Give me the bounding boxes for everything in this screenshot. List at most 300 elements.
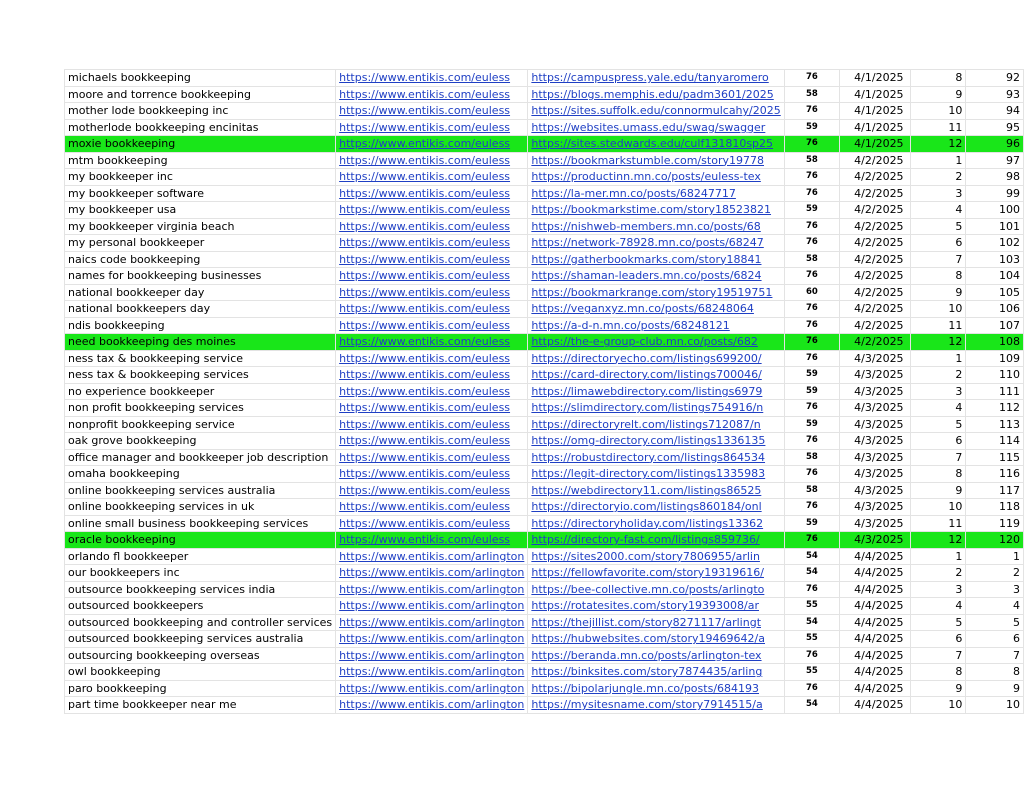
target-url-link[interactable]: https://directoryio.com/listings860184/onl (528, 499, 784, 516)
authority-score-cell: 59 (784, 119, 839, 136)
row-number-cell: 100 (966, 202, 1024, 219)
target-url-link[interactable]: https://limawebdirectory.com/listings6979 (528, 383, 784, 400)
keyword-cell: names for bookkeeping businesses (65, 268, 336, 285)
row-number-cell: 113 (966, 416, 1024, 433)
table-row (65, 284, 1024, 301)
authority-score-cell: 59 (784, 383, 839, 400)
keyword-cell: paro bookkeeping (65, 680, 336, 697)
authority-score-cell: 76 (784, 581, 839, 598)
daily-sequence-cell: 12 (910, 334, 966, 351)
source-url-link[interactable]: https://www.entikis.com/euless (336, 317, 528, 334)
keyword-cell: office manager and bookkeeper job description (65, 449, 336, 466)
source-url-link[interactable]: https://www.entikis.com/euless (336, 218, 528, 235)
row-number-cell: 94 (966, 103, 1024, 120)
date-cell: 4/1/2025 (840, 119, 910, 136)
date-cell: 4/4/2025 (840, 565, 910, 582)
source-url-link[interactable]: https://www.entikis.com/euless (336, 482, 528, 499)
table-row (65, 614, 1024, 631)
source-url-link[interactable]: https://www.entikis.com/euless (336, 268, 528, 285)
row-number-cell: 2 (966, 565, 1024, 582)
date-cell: 4/4/2025 (840, 664, 910, 681)
daily-sequence-cell: 12 (910, 532, 966, 549)
row-number-cell: 97 (966, 152, 1024, 169)
row-number-cell: 101 (966, 218, 1024, 235)
authority-score-cell: 76 (784, 235, 839, 252)
target-url-link[interactable]: https://nishweb-members.mn.co/posts/68 (528, 218, 784, 235)
target-url-link[interactable]: https://veganxyz.mn.co/posts/68248064 (528, 301, 784, 318)
date-cell: 4/3/2025 (840, 499, 910, 516)
daily-sequence-cell: 3 (910, 185, 966, 202)
source-url-link[interactable]: https://www.entikis.com/euless (336, 251, 528, 268)
spreadsheet-table (64, 69, 1024, 714)
target-url-link[interactable]: https://beranda.mn.co/posts/arlington-tex (528, 647, 784, 664)
target-url-link[interactable]: https://directoryholiday.com/listings13362 (528, 515, 784, 532)
date-cell: 4/4/2025 (840, 680, 910, 697)
keyword-cell: online bookkeeping services australia (65, 482, 336, 499)
keyword-cell: ness tax & bookkeeping service (65, 350, 336, 367)
table-row (65, 647, 1024, 664)
source-url-link[interactable]: https://www.entikis.com/arlington (336, 565, 528, 582)
table-row (65, 136, 1024, 153)
authority-score-cell: 76 (784, 499, 839, 516)
source-url-link[interactable]: https://www.entikis.com/arlington (336, 631, 528, 648)
target-url-link[interactable]: https://gatherbookmarks.com/story18841 (528, 251, 784, 268)
authority-score-cell: 59 (784, 202, 839, 219)
date-cell: 4/3/2025 (840, 532, 910, 549)
table-row (65, 400, 1024, 417)
table-row (65, 119, 1024, 136)
target-url-link[interactable]: https://rotatesites.com/story19393008/ar (528, 598, 784, 615)
source-url-link[interactable]: https://www.entikis.com/euless (336, 449, 528, 466)
table-row (65, 103, 1024, 120)
target-url-link[interactable]: https://directoryecho.com/listings699200/ (528, 350, 784, 367)
target-url-link[interactable]: https://directory-fast.com/listings859736/ (528, 532, 784, 549)
row-number-cell: 102 (966, 235, 1024, 252)
date-cell: 4/1/2025 (840, 70, 910, 87)
row-number-cell: 111 (966, 383, 1024, 400)
date-cell: 4/2/2025 (840, 268, 910, 285)
row-number-cell: 103 (966, 251, 1024, 268)
target-url-link[interactable]: https://directoryrelt.com/listings712087/n (528, 416, 784, 433)
keyword-cell: my bookkeeper virginia beach (65, 218, 336, 235)
row-number-cell: 10 (966, 697, 1024, 714)
daily-sequence-cell: 4 (910, 400, 966, 417)
target-url-link[interactable]: https://la-mer.mn.co/posts/68247717 (528, 185, 784, 202)
keyword-cell: need bookkeeping des moines (65, 334, 336, 351)
source-url-link[interactable]: https://www.entikis.com/euless (336, 136, 528, 153)
date-cell: 4/4/2025 (840, 598, 910, 615)
target-url-link[interactable]: https://sites.stedwards.edu/culf131810sp25 (528, 136, 784, 153)
date-cell: 4/2/2025 (840, 152, 910, 169)
row-number-cell: 98 (966, 169, 1024, 186)
keyword-cell: oracle bookkeeping (65, 532, 336, 549)
keyword-cell: motherlode bookkeeping encinitas (65, 119, 336, 136)
target-url-link[interactable]: https://thejillist.com/story8271117/arlingt (528, 614, 784, 631)
target-url-link[interactable]: https://robustdirectory.com/listings864534 (528, 449, 784, 466)
table-row (65, 218, 1024, 235)
source-url-link[interactable]: https://www.entikis.com/arlington (336, 614, 528, 631)
source-url-link[interactable]: https://www.entikis.com/euless (336, 235, 528, 252)
source-url-link[interactable]: https://www.entikis.com/arlington (336, 598, 528, 615)
daily-sequence-cell: 10 (910, 103, 966, 120)
date-cell: 4/2/2025 (840, 284, 910, 301)
keyword-cell: ndis bookkeeping (65, 317, 336, 334)
authority-score-cell: 76 (784, 466, 839, 483)
row-number-cell: 109 (966, 350, 1024, 367)
table-row (65, 581, 1024, 598)
authority-score-cell: 54 (784, 614, 839, 631)
table-row (65, 301, 1024, 318)
authority-score-cell: 76 (784, 400, 839, 417)
table-row (65, 367, 1024, 384)
date-cell: 4/3/2025 (840, 350, 910, 367)
authority-score-cell: 76 (784, 647, 839, 664)
daily-sequence-cell: 3 (910, 581, 966, 598)
target-url-link[interactable]: https://card-directory.com/listings700046/ (528, 367, 784, 384)
target-url-link[interactable]: https://omg-directory.com/listings1336135 (528, 433, 784, 450)
daily-sequence-cell: 10 (910, 499, 966, 516)
daily-sequence-cell: 1 (910, 152, 966, 169)
source-url-link[interactable]: https://www.entikis.com/arlington (336, 548, 528, 565)
target-url-link[interactable]: https://websites.umass.edu/swag/swagger (528, 119, 784, 136)
daily-sequence-cell: 10 (910, 301, 966, 318)
source-url-link[interactable]: https://www.entikis.com/euless (336, 515, 528, 532)
authority-score-cell: 76 (784, 532, 839, 549)
date-cell: 4/2/2025 (840, 169, 910, 186)
authority-score-cell: 59 (784, 416, 839, 433)
target-url-link[interactable]: https://the-e-group-club.mn.co/posts/682 (528, 334, 784, 351)
target-url-link[interactable]: https://bipolarjungle.mn.co/posts/684193 (528, 680, 784, 697)
daily-sequence-cell: 8 (910, 466, 966, 483)
table-row (65, 598, 1024, 615)
source-url-link[interactable]: https://www.entikis.com/euless (336, 383, 528, 400)
daily-sequence-cell: 8 (910, 664, 966, 681)
table-row (65, 86, 1024, 103)
table-row (65, 548, 1024, 565)
date-cell: 4/3/2025 (840, 383, 910, 400)
authority-score-cell: 76 (784, 680, 839, 697)
table-row (65, 697, 1024, 714)
row-number-cell: 9 (966, 680, 1024, 697)
table-row (65, 499, 1024, 516)
target-url-link[interactable]: https://network-78928.mn.co/posts/68247 (528, 235, 784, 252)
authority-score-cell: 58 (784, 449, 839, 466)
row-number-cell: 110 (966, 367, 1024, 384)
target-url-link[interactable]: https://hubwebsites.com/story19469642/a (528, 631, 784, 648)
daily-sequence-cell: 2 (910, 565, 966, 582)
target-url-link[interactable]: https://bookmarkstime.com/story18523821 (528, 202, 784, 219)
table-row (65, 515, 1024, 532)
row-number-cell: 6 (966, 631, 1024, 648)
table-row (65, 449, 1024, 466)
target-url-link[interactable]: https://sites.suffolk.edu/connormulcahy/2025 (528, 103, 784, 120)
table-row (65, 152, 1024, 169)
keyword-cell: moore and torrence bookkeeping (65, 86, 336, 103)
row-number-cell: 108 (966, 334, 1024, 351)
daily-sequence-cell: 11 (910, 317, 966, 334)
row-number-cell: 105 (966, 284, 1024, 301)
date-cell: 4/4/2025 (840, 614, 910, 631)
authority-score-cell: 54 (784, 565, 839, 582)
authority-score-cell: 76 (784, 185, 839, 202)
source-url-link[interactable]: https://www.entikis.com/euless (336, 350, 528, 367)
keyword-cell: oak grove bookkeeping (65, 433, 336, 450)
source-url-link[interactable]: https://www.entikis.com/euless (336, 185, 528, 202)
keyword-cell: outsourced bookkeeping services australia (65, 631, 336, 648)
daily-sequence-cell: 8 (910, 268, 966, 285)
target-url-link[interactable]: https://slimdirectory.com/listings754916/n (528, 400, 784, 417)
table-row (65, 532, 1024, 549)
table-row (65, 416, 1024, 433)
authority-score-cell: 76 (784, 169, 839, 186)
row-number-cell: 104 (966, 268, 1024, 285)
date-cell: 4/2/2025 (840, 317, 910, 334)
date-cell: 4/3/2025 (840, 400, 910, 417)
row-number-cell: 107 (966, 317, 1024, 334)
daily-sequence-cell: 6 (910, 433, 966, 450)
daily-sequence-cell: 10 (910, 697, 966, 714)
source-url-link[interactable]: https://www.entikis.com/euless (336, 334, 528, 351)
date-cell: 4/3/2025 (840, 482, 910, 499)
date-cell: 4/3/2025 (840, 433, 910, 450)
authority-score-cell: 58 (784, 482, 839, 499)
date-cell: 4/3/2025 (840, 367, 910, 384)
source-url-link[interactable]: https://www.entikis.com/arlington (336, 664, 528, 681)
daily-sequence-cell: 12 (910, 136, 966, 153)
date-cell: 4/4/2025 (840, 647, 910, 664)
row-number-cell: 99 (966, 185, 1024, 202)
authority-score-cell: 58 (784, 86, 839, 103)
target-url-link[interactable]: https://shaman-leaders.mn.co/posts/6824 (528, 268, 784, 285)
daily-sequence-cell: 4 (910, 202, 966, 219)
source-url-link[interactable]: https://www.entikis.com/euless (336, 152, 528, 169)
keyword-cell: no experience bookkeeper (65, 383, 336, 400)
keyword-cell: omaha bookkeeping (65, 466, 336, 483)
source-url-link[interactable]: https://www.entikis.com/euless (336, 433, 528, 450)
authority-score-cell: 76 (784, 136, 839, 153)
target-url-link[interactable]: https://legit-directory.com/listings1335983 (528, 466, 784, 483)
keyword-cell: online bookkeeping services in uk (65, 499, 336, 516)
daily-sequence-cell: 4 (910, 598, 966, 615)
date-cell: 4/2/2025 (840, 251, 910, 268)
keyword-cell: orlando fl bookkeeper (65, 548, 336, 565)
row-number-cell: 120 (966, 532, 1024, 549)
target-url-link[interactable]: https://webdirectory11.com/listings86525 (528, 482, 784, 499)
row-number-cell: 119 (966, 515, 1024, 532)
source-url-link[interactable]: https://www.entikis.com/euless (336, 119, 528, 136)
date-cell: 4/2/2025 (840, 218, 910, 235)
source-url-link[interactable]: https://www.entikis.com/euless (336, 103, 528, 120)
date-cell: 4/3/2025 (840, 466, 910, 483)
authority-score-cell: 58 (784, 152, 839, 169)
date-cell: 4/1/2025 (840, 86, 910, 103)
keyword-cell: national bookkeeper day (65, 284, 336, 301)
table-row (65, 664, 1024, 681)
row-number-cell: 8 (966, 664, 1024, 681)
table-row (65, 169, 1024, 186)
keyword-cell: my bookkeeper usa (65, 202, 336, 219)
date-cell: 4/4/2025 (840, 631, 910, 648)
daily-sequence-cell: 9 (910, 482, 966, 499)
keyword-cell: naics code bookkeeping (65, 251, 336, 268)
table-row (65, 317, 1024, 334)
source-url-link[interactable]: https://www.entikis.com/euless (336, 466, 528, 483)
date-cell: 4/4/2025 (840, 581, 910, 598)
keyword-cell: non profit bookkeeping services (65, 400, 336, 417)
keyword-cell: my personal bookkeeper (65, 235, 336, 252)
authority-score-cell: 58 (784, 251, 839, 268)
keyword-cell: outsourcing bookkeeping overseas (65, 647, 336, 664)
keyword-cell: part time bookkeeper near me (65, 697, 336, 714)
authority-score-cell: 76 (784, 268, 839, 285)
table-row (65, 680, 1024, 697)
source-url-link[interactable]: https://www.entikis.com/euless (336, 70, 528, 87)
authority-score-cell: 55 (784, 598, 839, 615)
keyword-cell: national bookkeepers day (65, 301, 336, 318)
source-url-link[interactable]: https://www.entikis.com/euless (336, 532, 528, 549)
row-number-cell: 92 (966, 70, 1024, 87)
row-number-cell: 118 (966, 499, 1024, 516)
daily-sequence-cell: 1 (910, 350, 966, 367)
row-number-cell: 115 (966, 449, 1024, 466)
keyword-cell: outsourced bookkeeping and controller services (65, 614, 336, 631)
keyword-cell: mother lode bookkeeping inc (65, 103, 336, 120)
row-number-cell: 96 (966, 136, 1024, 153)
table-row (65, 631, 1024, 648)
table-row (65, 350, 1024, 367)
authority-score-cell: 59 (784, 515, 839, 532)
daily-sequence-cell: 5 (910, 614, 966, 631)
row-number-cell: 7 (966, 647, 1024, 664)
date-cell: 4/2/2025 (840, 334, 910, 351)
keyword-cell: michaels bookkeeping (65, 70, 336, 87)
target-url-link[interactable]: https://bee-collective.mn.co/posts/arlingto (528, 581, 784, 598)
authority-score-cell: 76 (784, 317, 839, 334)
daily-sequence-cell: 7 (910, 647, 966, 664)
row-number-cell: 95 (966, 119, 1024, 136)
keyword-cell: outsourced bookkeepers (65, 598, 336, 615)
date-cell: 4/1/2025 (840, 136, 910, 153)
date-cell: 4/2/2025 (840, 202, 910, 219)
source-url-link[interactable]: https://www.entikis.com/euless (336, 284, 528, 301)
table-row (65, 466, 1024, 483)
row-number-cell: 114 (966, 433, 1024, 450)
source-url-link[interactable]: https://www.entikis.com/arlington (336, 680, 528, 697)
authority-score-cell: 54 (784, 548, 839, 565)
source-url-link[interactable]: https://www.entikis.com/euless (336, 367, 528, 384)
daily-sequence-cell: 11 (910, 119, 966, 136)
source-url-link[interactable]: https://www.entikis.com/euless (336, 499, 528, 516)
authority-score-cell: 76 (784, 334, 839, 351)
authority-score-cell: 55 (784, 631, 839, 648)
target-url-link[interactable]: https://blogs.memphis.edu/padm3601/2025 (528, 86, 784, 103)
table-row (65, 235, 1024, 252)
row-number-cell: 5 (966, 614, 1024, 631)
keyword-cell: online small business bookkeeping services (65, 515, 336, 532)
target-url-link[interactable]: https://campuspress.yale.edu/tanyaromero (528, 70, 784, 87)
daily-sequence-cell: 9 (910, 284, 966, 301)
date-cell: 4/2/2025 (840, 185, 910, 202)
source-url-link[interactable]: https://www.entikis.com/euless (336, 169, 528, 186)
keyword-cell: outsource bookkeeping services india (65, 581, 336, 598)
daily-sequence-cell: 7 (910, 251, 966, 268)
date-cell: 4/4/2025 (840, 548, 910, 565)
authority-score-cell: 76 (784, 103, 839, 120)
authority-score-cell: 76 (784, 301, 839, 318)
source-url-link[interactable]: https://www.entikis.com/euless (336, 202, 528, 219)
source-url-link[interactable]: https://www.entikis.com/arlington (336, 647, 528, 664)
daily-sequence-cell: 2 (910, 367, 966, 384)
table-row (65, 70, 1024, 87)
table-row (65, 268, 1024, 285)
authority-score-cell: 54 (784, 697, 839, 714)
keyword-cell: my bookkeeper inc (65, 169, 336, 186)
row-number-cell: 116 (966, 466, 1024, 483)
authority-score-cell: 55 (784, 664, 839, 681)
target-url-link[interactable]: https://fellowfavorite.com/story19319616/ (528, 565, 784, 582)
source-url-link[interactable]: https://www.entikis.com/euless (336, 86, 528, 103)
authority-score-cell: 76 (784, 218, 839, 235)
keyword-cell: my bookkeeper software (65, 185, 336, 202)
table-row (65, 251, 1024, 268)
source-url-link[interactable]: https://www.entikis.com/arlington (336, 697, 528, 714)
source-url-link[interactable]: https://www.entikis.com/euless (336, 416, 528, 433)
daily-sequence-cell: 3 (910, 383, 966, 400)
date-cell: 4/2/2025 (840, 301, 910, 318)
source-url-link[interactable]: https://www.entikis.com/euless (336, 301, 528, 318)
keyword-cell: ness tax & bookkeeping services (65, 367, 336, 384)
authority-score-cell: 59 (784, 367, 839, 384)
daily-sequence-cell: 5 (910, 218, 966, 235)
keyword-cell: owl bookkeeping (65, 664, 336, 681)
daily-sequence-cell: 9 (910, 86, 966, 103)
target-url-link[interactable]: https://binksites.com/story7874435/arling (528, 664, 784, 681)
table-row (65, 565, 1024, 582)
target-url-link[interactable]: https://bookmarkstumble.com/story19778 (528, 152, 784, 169)
source-url-link[interactable]: https://www.entikis.com/arlington (336, 581, 528, 598)
keyword-cell: moxie bookkeeping (65, 136, 336, 153)
target-url-link[interactable]: https://mysitesname.com/story7914515/a (528, 697, 784, 714)
daily-sequence-cell: 2 (910, 169, 966, 186)
date-cell: 4/3/2025 (840, 416, 910, 433)
keyword-cell: mtm bookkeeping (65, 152, 336, 169)
target-url-link[interactable]: https://productinn.mn.co/posts/euless-tex (528, 169, 784, 186)
daily-sequence-cell: 6 (910, 631, 966, 648)
date-cell: 4/1/2025 (840, 103, 910, 120)
row-number-cell: 3 (966, 581, 1024, 598)
keyword-cell: nonprofit bookkeeping service (65, 416, 336, 433)
keyword-cell: our bookkeepers inc (65, 565, 336, 582)
target-url-link[interactable]: https://bookmarkrange.com/story19519751 (528, 284, 784, 301)
daily-sequence-cell: 1 (910, 548, 966, 565)
authority-score-cell: 76 (784, 433, 839, 450)
date-cell: 4/3/2025 (840, 449, 910, 466)
row-number-cell: 112 (966, 400, 1024, 417)
target-url-link[interactable]: https://sites2000.com/story7806955/arlin (528, 548, 784, 565)
authority-score-cell: 76 (784, 70, 839, 87)
source-url-link[interactable]: https://www.entikis.com/euless (336, 400, 528, 417)
daily-sequence-cell: 8 (910, 70, 966, 87)
spreadsheet-body (65, 70, 1024, 714)
table-row (65, 383, 1024, 400)
date-cell: 4/2/2025 (840, 235, 910, 252)
target-url-link[interactable]: https://a-d-n.mn.co/posts/68248121 (528, 317, 784, 334)
row-number-cell: 106 (966, 301, 1024, 318)
authority-score-cell: 60 (784, 284, 839, 301)
daily-sequence-cell: 11 (910, 515, 966, 532)
daily-sequence-cell: 7 (910, 449, 966, 466)
daily-sequence-cell: 6 (910, 235, 966, 252)
